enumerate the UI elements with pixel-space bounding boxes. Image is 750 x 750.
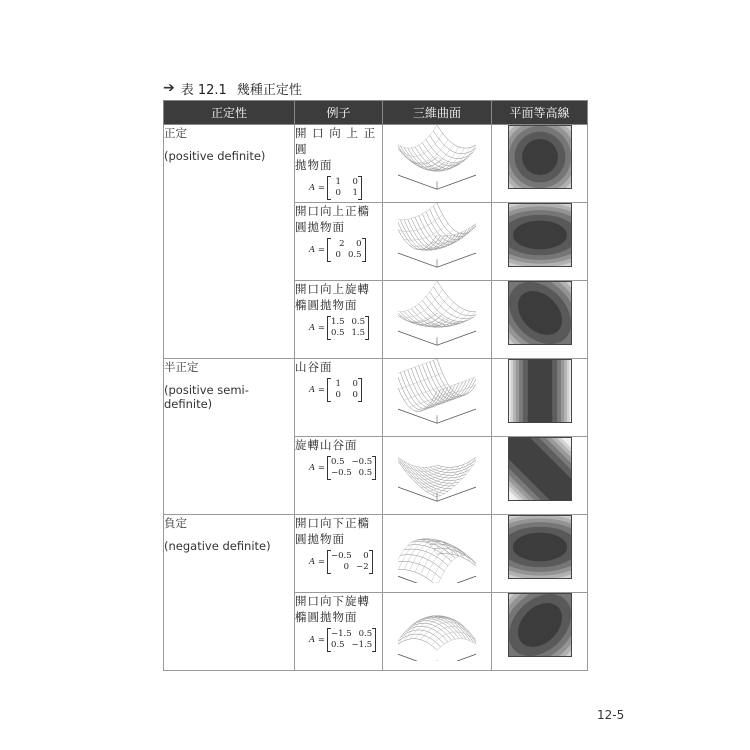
matrix-bracket	[327, 176, 362, 200]
matrix-row	[331, 177, 358, 188]
matrix-entry: −0.5	[330, 468, 352, 478]
matrix-entry: 1.5	[330, 317, 345, 327]
matrix-label: A =	[309, 183, 325, 193]
example-name-line: 開 口 向 上 正 圓	[295, 126, 377, 156]
category-cell	[164, 359, 295, 515]
contour-plot	[508, 359, 572, 423]
matrix-entry: 1	[352, 188, 358, 198]
surface-3d-plot	[398, 593, 476, 661]
table-header-row	[164, 101, 588, 125]
matrix-row	[331, 562, 369, 573]
surface-3d-cell	[383, 515, 492, 593]
example-cell	[295, 359, 383, 437]
example-cell	[295, 125, 383, 203]
matrix-entry: −0.5	[330, 551, 352, 561]
matrix-bracket	[327, 316, 369, 340]
matrix-bracket	[327, 456, 376, 480]
matrix-entry: 0	[363, 551, 369, 561]
matrix-entry: 0.5	[358, 468, 373, 478]
surface-3d-cell	[383, 593, 492, 671]
matrix-A	[309, 378, 382, 402]
matrix-entry: −1.5	[351, 640, 373, 650]
matrix-bracket	[327, 628, 376, 652]
surface-3d-cell	[383, 281, 492, 359]
surface-3d-plot	[398, 437, 476, 505]
matrix-row	[331, 390, 358, 401]
matrix-entry: 1	[335, 177, 341, 187]
contour-cell	[492, 515, 588, 593]
matrix-entry: 1	[335, 379, 341, 389]
table-row	[164, 125, 588, 203]
matrix-entry: −1.5	[330, 629, 352, 639]
matrix-entry: 0.5	[330, 328, 345, 338]
matrix-entry: 0	[343, 562, 350, 572]
surface-3d-plot	[398, 359, 476, 427]
header-example: 例子	[295, 101, 383, 125]
arrow-icon: ➔	[163, 80, 175, 96]
matrix-entry: −2	[356, 562, 369, 572]
table-caption	[163, 78, 302, 98]
matrix-row	[331, 551, 369, 562]
category-en: (positive semi-definite)	[164, 383, 249, 411]
matrix-bracket	[327, 378, 362, 402]
matrix-label: A =	[309, 635, 325, 645]
surface-3d-plot	[398, 281, 476, 349]
example-name-line: 山谷面	[295, 360, 333, 374]
matrix-A	[309, 176, 382, 200]
example-cell	[295, 593, 383, 671]
matrix-label: A =	[309, 385, 325, 395]
matrix-row	[331, 629, 372, 640]
matrix-entry: 0	[352, 177, 358, 187]
matrix-row	[331, 640, 372, 651]
matrix-bracket	[327, 238, 366, 262]
table-number: 表 12.1	[180, 82, 227, 98]
matrix-row	[331, 239, 362, 250]
matrix-A	[309, 316, 382, 340]
example-name-line: 圓拋物面	[295, 220, 345, 234]
category-zh: 半正定	[164, 360, 199, 374]
matrix-A	[309, 628, 382, 652]
contour-plot	[508, 203, 572, 267]
example-name-line: 開口向上旋轉	[295, 282, 370, 296]
matrix-A	[309, 456, 382, 480]
surface-3d-cell	[383, 125, 492, 203]
matrix-row	[331, 457, 372, 468]
example-name-line: 橢圓拋物面	[295, 610, 358, 624]
header-definiteness: 正定性	[164, 101, 295, 125]
table-row	[164, 359, 588, 437]
contour-plot	[508, 125, 572, 189]
category-zh: 負定	[164, 516, 187, 530]
header-3d-surface: 三維曲面	[383, 101, 492, 125]
example-name-line: 開口向下旋轉	[295, 594, 370, 608]
matrix-entry: 0.5	[347, 250, 362, 260]
matrix-bracket	[327, 550, 373, 574]
page-number: 12-5	[597, 708, 625, 722]
surface-3d-plot	[398, 125, 476, 193]
example-cell	[295, 203, 383, 281]
matrix-entry: 0	[356, 239, 362, 249]
example-name-line: 開口向上正橢	[295, 204, 370, 218]
category-cell	[164, 515, 295, 671]
contour-plot	[508, 281, 572, 345]
category-zh: 正定	[164, 126, 187, 140]
surface-3d-cell	[383, 437, 492, 515]
matrix-row	[331, 188, 358, 199]
header-contour: 平面等高線	[492, 101, 588, 125]
contour-cell	[492, 203, 588, 281]
matrix-entry: 0	[352, 379, 358, 389]
matrix-label: A =	[309, 245, 325, 255]
example-name-line: 橢圓拋物面	[295, 298, 358, 312]
matrix-label: A =	[309, 463, 325, 473]
example-name-line: 拋物面	[295, 158, 333, 172]
matrix-label: A =	[309, 323, 325, 333]
matrix-row	[331, 468, 372, 479]
contour-cell	[492, 359, 588, 437]
table-title: 幾種正定性	[236, 82, 302, 98]
matrix-entry: 0	[335, 188, 341, 198]
example-name-line: 旋轉山谷面	[295, 438, 358, 452]
contour-plot	[508, 437, 572, 501]
matrix-row	[331, 317, 365, 328]
matrix-entry: 0.5	[330, 457, 345, 467]
definiteness-table	[163, 100, 588, 671]
matrix-entry: 1.5	[351, 328, 366, 338]
matrix-A	[309, 550, 382, 574]
matrix-entry: 0.5	[330, 640, 345, 650]
category-en: (negative definite)	[164, 539, 271, 553]
surface-3d-cell	[383, 203, 492, 281]
category-en: (positive definite)	[164, 149, 266, 163]
matrix-entry: 0	[335, 390, 341, 400]
matrix-A	[309, 238, 382, 262]
surface-3d-plot	[398, 203, 476, 271]
table-row	[164, 515, 588, 593]
example-cell	[295, 281, 383, 359]
category-cell	[164, 125, 295, 359]
example-cell	[295, 515, 383, 593]
example-cell	[295, 437, 383, 515]
example-name-line: 開口向下正橢	[295, 516, 370, 530]
matrix-label: A =	[309, 557, 325, 567]
surface-3d-cell	[383, 359, 492, 437]
matrix-row	[331, 250, 362, 261]
matrix-entry: 2	[339, 239, 345, 249]
contour-plot	[508, 593, 572, 657]
contour-cell	[492, 437, 588, 515]
matrix-row	[331, 328, 365, 339]
matrix-entry: −0.5	[351, 457, 373, 467]
contour-cell	[492, 281, 588, 359]
matrix-entry: 0	[335, 250, 341, 260]
contour-cell	[492, 125, 588, 203]
matrix-entry: 0.5	[351, 317, 366, 327]
surface-3d-plot	[398, 515, 476, 583]
matrix-entry: 0	[352, 390, 358, 400]
matrix-entry: 0.5	[358, 629, 373, 639]
contour-cell	[492, 593, 588, 671]
example-name-line: 圓拋物面	[295, 532, 345, 546]
contour-plot	[508, 515, 572, 579]
matrix-row	[331, 379, 358, 390]
